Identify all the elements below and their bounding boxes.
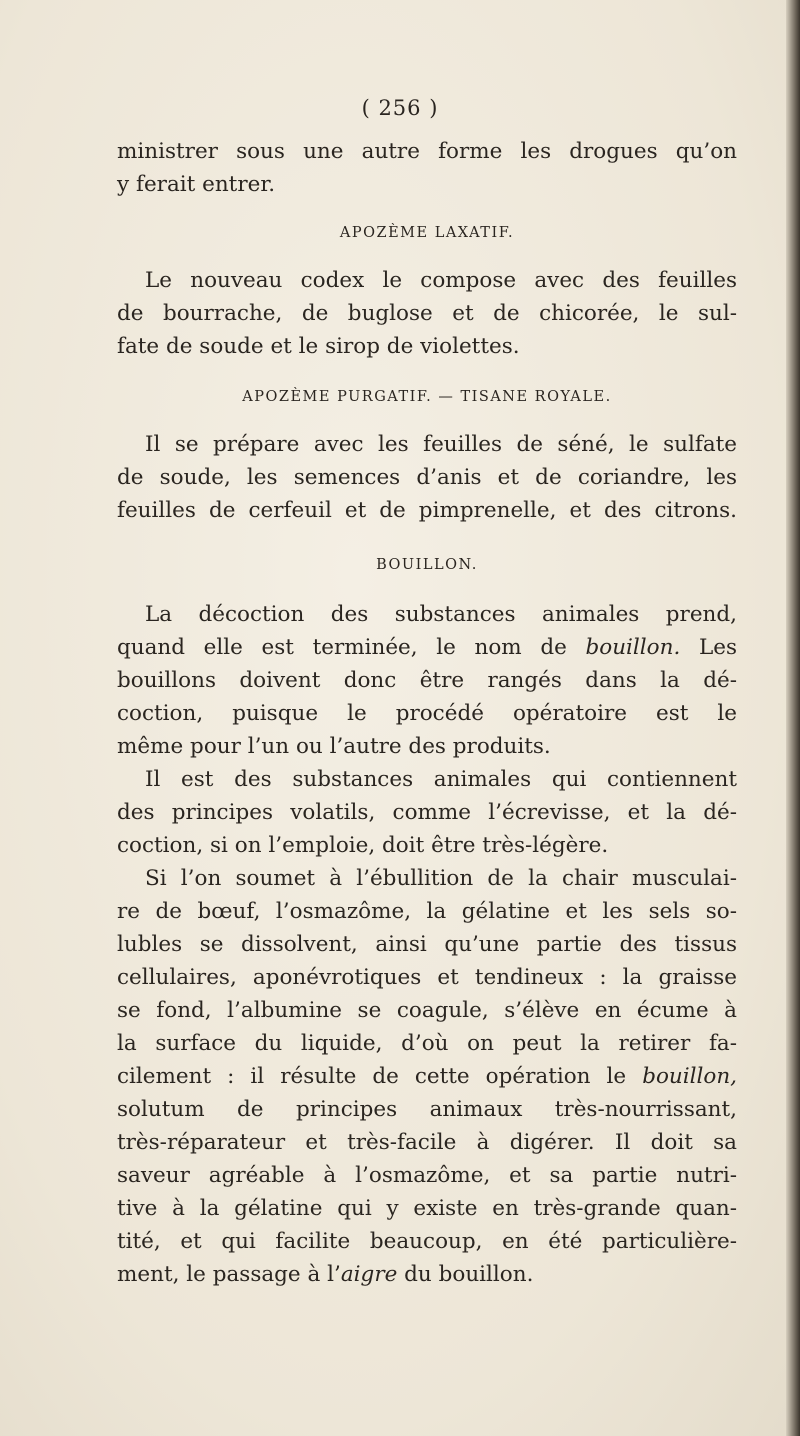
text-line: cilement : il résulte de cette opération le bouillon, [117, 1064, 738, 1089]
text-line: fate de soude et le sirop de violettes. [117, 334, 520, 359]
text-line: Il se prépare avec les feuilles de séné, le sulfate [145, 432, 737, 457]
text-line: lubles se dissolvent, ainsi qu’une partie des tissus [117, 932, 737, 957]
text-line: solutum de principes animaux très-nourrissant, [117, 1097, 737, 1122]
text-line: se fond, l’albumine se coagule, s’élève en écume à [117, 998, 737, 1023]
text-line: des principes volatils, comme l’écrevisse, et la dé- [117, 800, 737, 825]
section-heading-apozeme-purgatif: APOZÈME PURGATIF. — TISANE ROYALE. [242, 389, 612, 405]
section-heading-bouillon: BOUILLON. [376, 557, 478, 573]
page-edge [786, 0, 800, 1436]
text-line: y ferait entrer. [117, 172, 276, 197]
text-line: re de bœuf, l’osmazôme, la gélatine et les sels so- [117, 899, 737, 924]
text-line: de bourrache, de buglose et de chicorée, le sul- [117, 301, 737, 326]
text-line: saveur agréable à l’osmazôme, et sa partie nutri- [117, 1163, 737, 1188]
italic-term: aigre [340, 1262, 398, 1287]
text-line: La décoction des substances animales prend, [145, 602, 737, 627]
italic-term: bouillon. [585, 635, 681, 660]
text-line: ministrer sous une autre forme les drogues qu’on [117, 139, 737, 164]
text-line: ment, le passage à l’aigre du bouillon. [117, 1262, 534, 1287]
text-line: la surface du liquide, d’où on peut la retirer fa- [117, 1031, 737, 1056]
text-line: bouillons doivent donc être rangés dans la dé- [117, 668, 737, 693]
text-line: coction, puisque le procédé opératoire est le [117, 701, 737, 726]
section-heading-apozeme-laxatif: APOZÈME LAXATIF. [339, 225, 515, 241]
text-line: Il est des substances animales qui contiennent [145, 767, 737, 792]
italic-term: bouillon, [642, 1064, 738, 1089]
text-line: feuilles de cerfeuil et de pimprenelle, et des citrons. [117, 498, 737, 523]
page-number: ( 256 ) [361, 96, 439, 120]
text-line: Le nouveau codex le compose avec des feuilles [145, 268, 737, 293]
text-line: quand elle est terminée, le nom de bouillon. Les [117, 635, 737, 660]
page-body [117, 135, 737, 1291]
text-line: de soude, les semences d’anis et de coriandre, les [117, 465, 737, 490]
text-line: tité, et qui facilite beaucoup, en été particulière- [117, 1229, 737, 1254]
text-line: tive à la gélatine qui y existe en très-grande quan- [117, 1196, 737, 1221]
text-line: Si l’on soumet à l’ébullition de la chair musculai- [145, 866, 737, 891]
text-line: très-réparateur et très-facile à digérer. Il doit sa [117, 1130, 737, 1155]
text-line: coction, si on l’emploie, doit être très-légère. [117, 833, 609, 858]
text-line: même pour l’un ou l’autre des produits. [117, 734, 551, 759]
text-line: cellulaires, aponévrotiques et tendineux : la graisse [117, 965, 737, 990]
